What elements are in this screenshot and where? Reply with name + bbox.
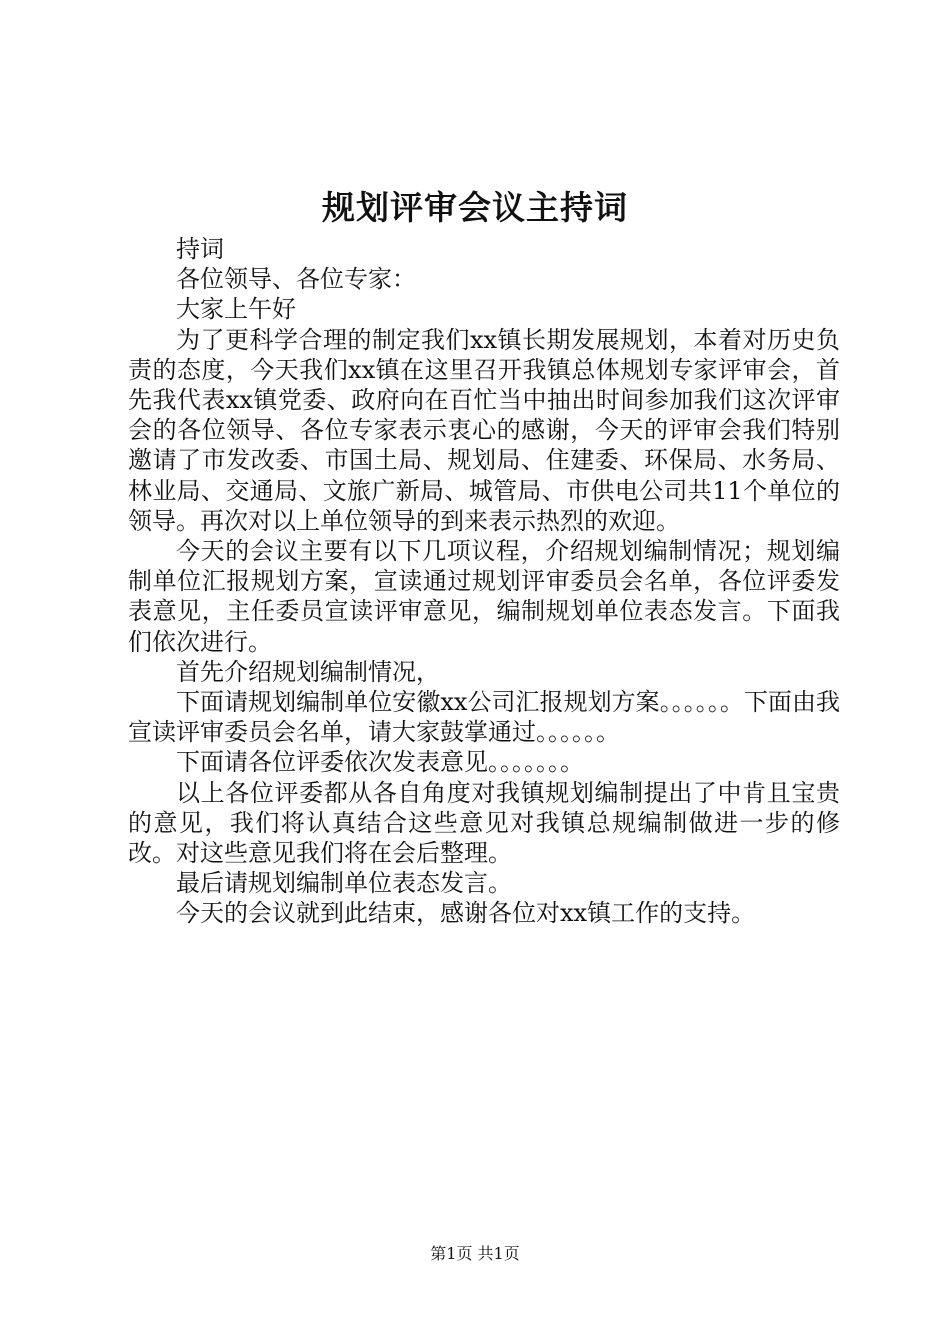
page-footer: 第1页 共1页 bbox=[430, 1244, 520, 1263]
paragraph: 持词 bbox=[176, 235, 224, 263]
paragraph: 今天的会议就到此结束，感谢各位对xx镇工作的支持。 bbox=[176, 899, 756, 928]
document-body bbox=[128, 234, 840, 929]
paragraph: 大家上午好 bbox=[176, 295, 296, 324]
paragraph: 下面请规划编制单位安徽xx公司汇报规划方案。。。。。。下面由我宣读评审委员会名单，请大家鼓掌通过。。。。。。 bbox=[128, 688, 840, 747]
paragraph: 各位领导、各位专家： bbox=[176, 265, 416, 294]
paragraph: 今天的会议主要有以下几项议程，介绍规划编制情况；规划编制单位汇报规划方案，宣读通过规划评审委员会名单，各位评委发表意见，主任委员宣读评审意见，编制规划单位表态发言。下面我们依次进行。 bbox=[128, 537, 840, 656]
paragraph: 首先介绍规划编制情况， bbox=[176, 657, 440, 686]
paragraph: 以上各位评委都从各自角度对我镇规划编制提出了中肯且宝贵的意见，我们将认真结合这些意见对我镇总规编制做进一步的修改。对这些意见我们将在会后整理。 bbox=[128, 778, 840, 868]
paragraph: 为了更科学合理的制定我们xx镇长期发展规划，本着对历史负责的态度，今天我们xx镇在这里召开我镇总体规划专家评审会，首先我代表xx镇党委、政府向在百忙当中抽出时间参加我们这次评审会的各位领导、各位专家表示衷心的感谢，今天的评审会我们特别邀请了市发改委、市国土局、规划局、住建委、环保局、水务局、林业局、交通局、文旅广新局、城管局、市供电公司共11个单位的领导。再次对以上单位领导的到来表示热烈的欢迎。 bbox=[128, 325, 840, 535]
document-title: 规划评审会议主持词 bbox=[322, 188, 628, 227]
paragraph: 最后请规划编制单位表态发言。 bbox=[176, 869, 512, 898]
paragraph: 下面请各位评委依次发表意见。。。。。。。 bbox=[176, 748, 584, 777]
